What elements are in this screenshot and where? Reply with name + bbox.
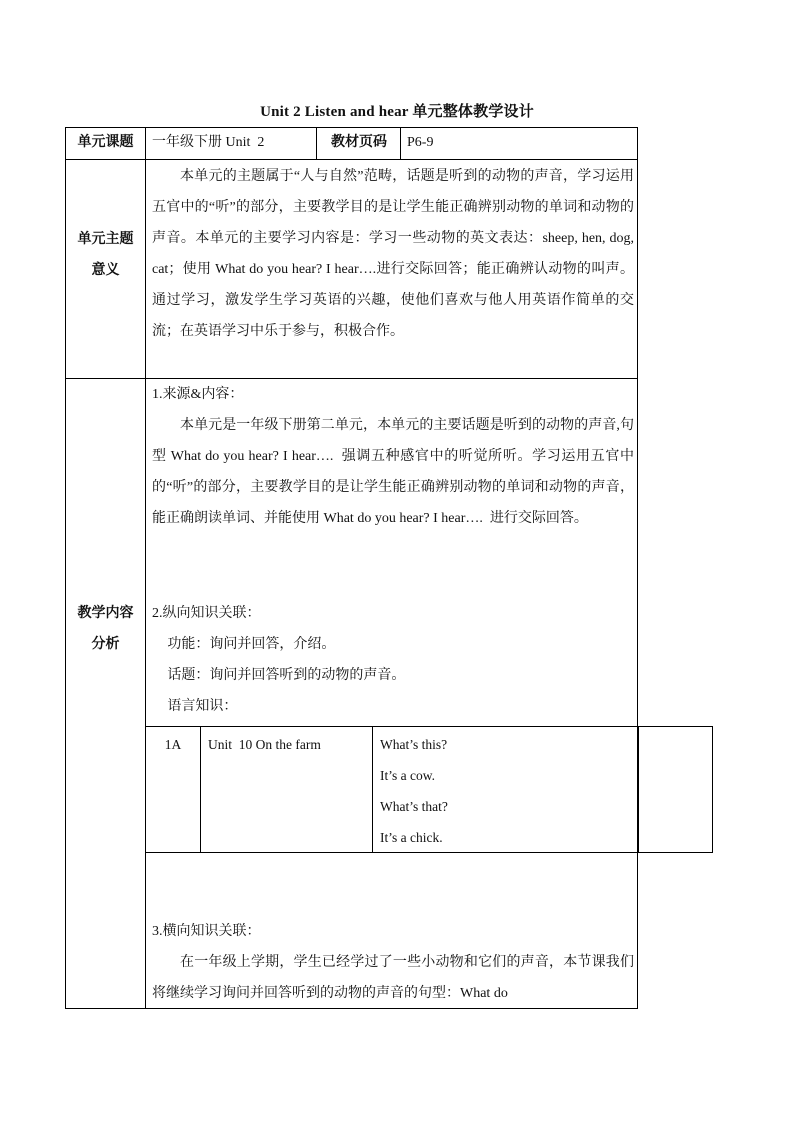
inner-column-divider: [200, 727, 201, 852]
analysis-label-line2: 分析: [91, 637, 120, 652]
header-divider: [316, 127, 317, 159]
section-3-text: 在一年级上学期，学生已经学过了一些小动物和它们的声音，本节课我们将继续学习询问并回答听到的动物的声音的句型：What do: [152, 955, 634, 1001]
section-2-language: 语言知识：: [167, 699, 238, 714]
theme-text: 本单元的主题属于“人与自然”范畴，话题是听到的动物的声音，学习运用五官中的“听”的部分，主要教学目的是让学生能正确辨别动物的单词和动物的声音。本单元的主要学习内容是：学习一些动物的英文表达：sheep, hen, dog, cat；使用 What do you hear? I hear….进行交际回答；能正确辨认动物的叫声。通过学习，激发学生学习英语的兴趣，使他们喜欢与他人用英语作简单的交流；在英语学习中乐于参与，积极合作。: [152, 169, 634, 339]
theme-label-line2: 意义: [91, 263, 120, 278]
sentence-line: It’s a chick.: [380, 830, 443, 845]
section-2-function: 功能：询问并回答，介绍。: [167, 637, 336, 652]
section-1-heading: 1.来源&内容：: [152, 387, 244, 402]
label-column-divider: [145, 127, 146, 1009]
topic-value: 一年级下册 Unit 2: [152, 135, 265, 150]
analysis-section-3: [152, 916, 634, 1009]
topic-label: 单元课题: [77, 135, 134, 150]
pages-value: P6-9: [407, 135, 434, 150]
unit-cell: Unit 10 On the farm: [208, 737, 321, 752]
inner-column-divider: [372, 727, 373, 852]
row-divider: [65, 159, 638, 160]
section-2-topic: 话题：询问并回答听到的动物的声音。: [167, 668, 406, 683]
analysis-section-2: [152, 598, 634, 722]
theme-label-line1: 单元主题: [77, 232, 134, 247]
sentence-line: What’s this?: [380, 737, 448, 752]
document-title: Unit 2 Listen and hear 单元整体教学设计: [260, 104, 534, 120]
language-knowledge-table: [145, 726, 713, 853]
grade-cell: 1A: [164, 737, 182, 752]
theme-paragraph: [152, 161, 634, 347]
analysis-label-line1: 教学内容: [77, 606, 134, 621]
sentence-line: It’s a cow.: [380, 768, 435, 783]
section-1-text: 本单元是一年级下册第二单元，本单元的主要话题是听到的动物的声音,句型 What do you hear? I hear…. 强调五种感官中的听觉所听。学习运用五官中的“听”的部分，主要教学目的是让学生能正确辨别动物的单词和动物的声音，能正确朗读单词、并能使用 What do you hear? I hear…. 进行交际回答。: [152, 418, 634, 526]
sentence-line: What’s that?: [380, 799, 448, 814]
section-3-heading: 3.横向知识关联：: [152, 924, 261, 939]
pages-label: 教材页码: [331, 135, 387, 150]
section-2-heading: 2.纵向知识关联：: [152, 606, 261, 621]
inner-column-divider: [638, 727, 639, 852]
header-divider: [400, 127, 401, 159]
analysis-section-1: [152, 379, 634, 534]
